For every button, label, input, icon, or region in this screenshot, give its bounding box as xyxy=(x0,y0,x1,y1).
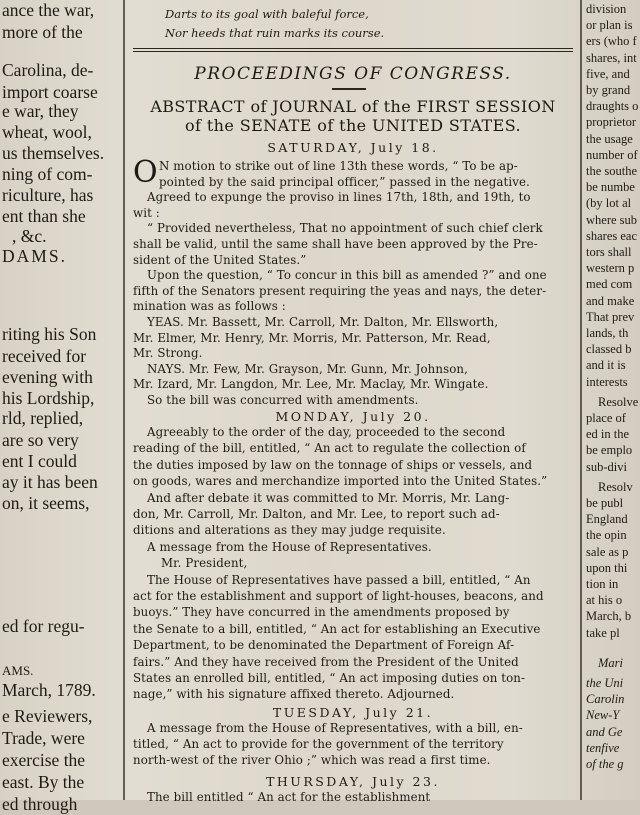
right-column-line: lands, th xyxy=(586,326,629,340)
text-line: N motion to strike out of line 13th these words, “ To be ap- xyxy=(159,159,518,173)
right-column-line: Carolin xyxy=(586,692,625,707)
right-column-line: Mari xyxy=(598,655,623,670)
text-line: Mr. Izard, Mr. Langdon, Mr. Lee, Mr. Maclay, Mr. Wingate. xyxy=(133,377,489,392)
right-column-line: That prev xyxy=(586,309,635,324)
left-column-line: exercise the xyxy=(2,750,86,770)
right-column-line: where sub xyxy=(586,212,638,227)
text-line: The House of Representatives have passed a bill, entitled, “ An xyxy=(147,572,531,587)
text-line: titled, “ An act to provide for the government of the territory xyxy=(133,737,504,752)
left-column-line: us themselves. xyxy=(2,143,105,163)
abstract-heading-2: of the SENATE of the UNITED STATES. xyxy=(185,116,521,135)
left-column-line: March, 1789. xyxy=(2,680,96,700)
left-column-line: ning of com- xyxy=(2,164,93,184)
text-line: act for the establishment and support of light-houses, beacons, and xyxy=(133,589,544,603)
title-rule xyxy=(332,88,366,90)
right-column-line: of the g xyxy=(586,757,624,771)
column-rule-right xyxy=(580,0,582,800)
left-column-line: ay it has been xyxy=(2,472,98,492)
left-column-line: ance the war, xyxy=(2,0,95,20)
right-column-line: and it is xyxy=(586,358,626,373)
text-line: “ Provided nevertheless, That no appointment of such chief clerk xyxy=(147,221,543,236)
right-column-line: take pl xyxy=(586,625,620,640)
section-title: PROCEEDINGS OF CONGRESS. xyxy=(194,64,512,84)
right-column-line: New-Y xyxy=(586,708,620,723)
right-column-line: sub-divi xyxy=(586,459,627,474)
main-column xyxy=(127,0,577,804)
right-column-line: (by lot al xyxy=(586,196,632,211)
text-line: A message from the House of Representatives. xyxy=(147,539,432,554)
right-column-line: western p xyxy=(586,261,635,276)
right-column-line: division xyxy=(586,2,627,16)
text-line: fairs.” And they have received from the President of the United xyxy=(133,654,519,669)
text-line: the Senate to a bill, entitled, “ An act for establishing an Executive xyxy=(133,621,541,636)
text-line: Agreed to expunge the proviso in lines 17th, 18th, and 19th, to xyxy=(147,190,531,205)
right-column-line: be publ xyxy=(586,496,624,510)
right-column-line: med com xyxy=(586,277,633,292)
thursday-text: The bill entitled “ An act for the establishment xyxy=(147,790,431,804)
text-line: shall be valid, until the same shall have been approved by the Pre- xyxy=(133,237,538,251)
right-column-line: the usage xyxy=(586,131,633,146)
text-line: mination was as follows : xyxy=(133,299,286,314)
left-column-line: evening with xyxy=(2,367,93,387)
left-column-line: received for xyxy=(2,346,87,366)
day-heading-saturday: SATURDAY, July 18. xyxy=(267,140,439,155)
text-line: And after debate it was committed to Mr. Morris, Mr. Lang- xyxy=(147,490,510,505)
left-column-line: wheat, wool, xyxy=(2,122,92,142)
verse-line-1: Darts to its goal with baleful force, xyxy=(165,7,369,21)
day-heading-thursday: THURSDAY, July 23. xyxy=(266,774,440,789)
left-column-line: ed through xyxy=(2,794,78,814)
right-column-line: Resolve xyxy=(598,394,639,409)
left-column-line: e war, they xyxy=(2,101,79,121)
right-column-line: tors shall xyxy=(586,245,632,259)
text-line: States an enrolled bill, entitled, “ An act imposing duties on ton- xyxy=(133,671,526,685)
left-column-line: on, it seems, xyxy=(2,493,90,513)
right-column-line: the southe xyxy=(586,164,638,178)
left-column-line: , &c. xyxy=(12,226,47,246)
day-heading-monday: MONDAY, July 20. xyxy=(275,409,431,424)
right-column-line: and Ge xyxy=(586,724,623,739)
text-line: So the bill was concurred with amendments. xyxy=(147,393,419,407)
left-column-line: east. By the xyxy=(2,772,85,792)
verse-line-2: Nor heeds that ruin marks its course. xyxy=(165,26,385,40)
right-column-line: ers (who f xyxy=(586,34,637,49)
right-column-line: March, b xyxy=(586,609,632,624)
right-column-line: shares eac xyxy=(586,228,638,243)
right-column-line: or plan is xyxy=(586,18,633,33)
text-line: A message from the House of Representatives, with a bill, en- xyxy=(147,721,523,735)
right-column-line: be numbe xyxy=(586,180,635,195)
left-column-line: are so very xyxy=(2,430,79,450)
right-column-line: at his o xyxy=(586,593,623,608)
right-column-line: ed in the xyxy=(586,427,630,442)
left-column-line: rld, replied, xyxy=(2,408,84,428)
right-column-line: number of xyxy=(586,147,638,162)
left-column-line: AMS. xyxy=(2,663,34,678)
text-line: ditions and alterations as they may judge requisite. xyxy=(133,523,446,538)
left-column-line: his Lordship, xyxy=(2,388,95,408)
left-column-line: e Reviewers, xyxy=(2,706,93,726)
drop-cap: O xyxy=(133,155,158,190)
header-rule xyxy=(133,48,573,49)
right-column-line: England xyxy=(586,512,628,527)
right-column-line: upon thi xyxy=(586,560,628,575)
column-rule-left xyxy=(123,0,125,800)
text-line: buoys.” They have concurred in the amendments proposed by xyxy=(133,605,510,620)
left-column-line: more of the xyxy=(2,22,83,42)
right-column-line: by grand xyxy=(586,83,631,97)
text-line: Upon the question, “ To concur in this bill as amended ?” and one xyxy=(147,268,547,283)
text-line: Mr. Elmer, Mr. Henry, Mr. Morris, Mr. Patterson, Mr. Read, xyxy=(133,330,491,345)
right-column-line: five, and xyxy=(586,66,630,81)
day-heading-tuesday: TUESDAY, July 21. xyxy=(272,705,434,720)
text-line: north-west of the river Ohio ;” which was read a first time. xyxy=(133,753,491,768)
right-column-line: and make xyxy=(586,293,635,308)
right-column-line: Resolv xyxy=(598,479,633,494)
right-column-line: draughts o xyxy=(586,99,639,114)
right-column-line: the opin xyxy=(586,528,627,543)
right-column-line: proprietor xyxy=(586,115,636,130)
text-line: Mr. Strong. xyxy=(133,346,203,361)
text-line: don, Mr. Carroll, Mr. Dalton, and Mr. Lee, to report such ad- xyxy=(133,507,500,521)
text-line: reading of the bill, entitled, “ An act to regulate the collection of xyxy=(133,441,526,456)
text-line: on goods, wares and merchandize imported into the United States.” xyxy=(133,474,548,489)
right-column-line: place of xyxy=(586,411,626,425)
text-line: fifth of the Senators present requiring the yeas and nays, the deter- xyxy=(133,283,547,298)
text-line: Agreeably to the order of the day, proceeded to the second xyxy=(147,425,506,439)
right-column-line: sale as p xyxy=(586,544,629,559)
text-line: NAYS. Mr. Few, Mr. Grayson, Mr. Gunn, Mr. Johnson, xyxy=(147,361,468,376)
text-line: wit : xyxy=(133,205,160,220)
text-line: the duties imposed by law on the tonnage of ships or vessels, and xyxy=(133,457,533,472)
left-column xyxy=(0,0,122,814)
text-line: sident of the United States.” xyxy=(133,252,307,267)
left-column-line: DAMS. xyxy=(2,246,67,266)
right-column xyxy=(584,0,640,800)
right-column-line: tion in xyxy=(586,577,619,591)
text-line: nage,” with his signature affixed thereto. Adjourned. xyxy=(133,687,455,702)
abstract-heading-1: ABSTRACT of JOURNAL of the FIRST SESSION xyxy=(150,97,556,116)
text-line: Mr. President, xyxy=(161,556,248,571)
left-column-line: Trade, were xyxy=(2,728,85,748)
right-column-line: interests xyxy=(586,374,628,389)
left-column-line: ed for regu- xyxy=(2,616,85,636)
right-column-line: classed b xyxy=(586,342,632,357)
left-column-line: import coarse xyxy=(2,82,98,102)
header-rule-double xyxy=(133,51,573,52)
right-column-line: shares, int xyxy=(586,50,637,65)
text-line: YEAS. Mr. Bassett, Mr. Carroll, Mr. Dalton, Mr. Ellsworth, xyxy=(147,315,499,329)
left-column-line: riculture, has xyxy=(2,185,94,205)
left-column-line: ent I could xyxy=(2,451,77,471)
text-line: pointed by the said principal officer,” passed in the negative. xyxy=(159,174,530,189)
left-column-line: ent than she xyxy=(2,206,86,226)
right-column-line: the Uni xyxy=(586,676,624,690)
left-column-line: Carolina, de- xyxy=(2,60,94,80)
text-line: Department, to be denominated the Department of Foreign Af- xyxy=(133,638,515,653)
left-column-line: riting his Son xyxy=(2,324,97,344)
right-column-line: be emplo xyxy=(586,443,633,458)
right-column-line: tenfive xyxy=(586,740,620,755)
